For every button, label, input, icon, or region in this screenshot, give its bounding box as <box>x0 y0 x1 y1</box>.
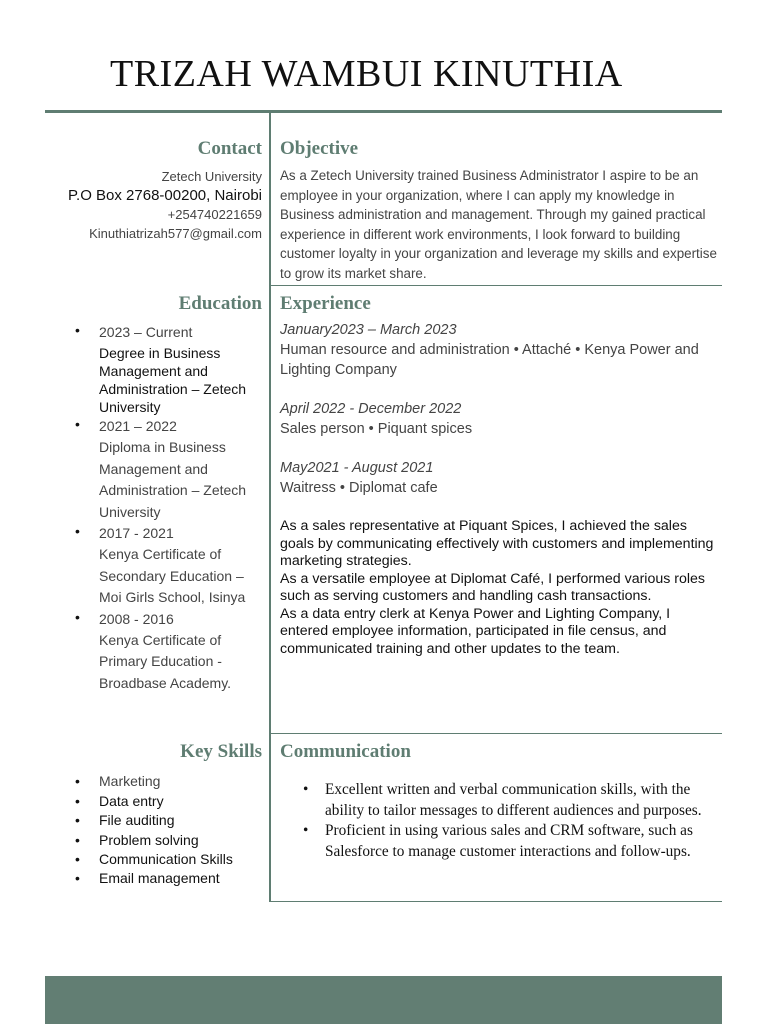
job-role: Waitress • Diplomat cafe <box>280 480 438 496</box>
objective-heading: Objective <box>280 138 359 159</box>
education-degree: Degree in Business Management and Administration – Zetech University <box>99 345 247 415</box>
contact-address: P.O Box 2768-00200, Nairobi <box>67 187 262 204</box>
communication-item: • Excellent written and verbal communication skills, with the ability to tailor messages to different audiences and purposes. <box>300 780 718 821</box>
education-years: • 2017 - 2021 <box>99 525 174 541</box>
education-years: • 2008 - 2016 <box>99 610 174 627</box>
education-item <box>75 609 265 695</box>
communication-item: • Proficient in using various sales and CRM software, such as Salesforce to manage customer interactions and follow-ups. <box>300 821 718 862</box>
objective-text: As a Zetech University trained Business Administrator I aspire to be an employee in your organization, where I can apply my knowledge in Business administration and management. Through my gained practical experience in different work environments, I look forward to building customer loyalty in your organization and leverage my skills and expertise to grow its market share. <box>280 168 717 281</box>
experience-summary: As a sales representative at Piquant Spices, I achieved the sales goals by communicating effectively with customers and implementing marketing strategies. As a versatile employee at Diplomat Café, I performed various roles such as serving customers and handling cash transactions. As a data entry clerk at Kenya Power and Lighting Company, I entered employee information, participated in file census, and communicated training and other updates to the team. <box>280 518 714 657</box>
skill-item: • File auditing <box>75 811 265 830</box>
skill-item: • Email management <box>75 869 265 888</box>
education-years: • 2023 – Current <box>99 324 193 340</box>
job-dates: May2021 - August 2021 <box>280 460 434 476</box>
skills-heading: Key Skills <box>180 741 262 762</box>
skill-item: • Problem solving <box>75 831 265 850</box>
experience-heading: Experience <box>280 293 371 314</box>
job-entry <box>280 459 720 498</box>
education-item <box>75 416 265 523</box>
objective-divider <box>271 285 722 286</box>
column-divider <box>269 112 271 902</box>
education-degree: Diploma in Business Management and Administration – Zetech University <box>99 439 247 520</box>
footer-bar <box>45 976 722 1024</box>
contact-block <box>68 167 262 243</box>
communication-divider <box>271 901 722 902</box>
job-role: Human resource and administration • Attaché • Kenya Power and Lighting Company <box>280 342 699 378</box>
title-divider <box>45 110 722 113</box>
education-degree: Kenya Certificate of Secondary Education – Moi Girls School, Isinya <box>99 546 246 605</box>
education-item <box>75 523 265 609</box>
contact-email: Kinuthiatrizah577@gmail.com <box>89 226 262 241</box>
education-years: • 2021 – 2022 <box>99 418 177 434</box>
experience-block <box>280 321 720 658</box>
job-entry <box>280 400 720 439</box>
contact-heading: Contact <box>197 138 262 159</box>
job-role: Sales person • Piquant spices <box>280 421 473 437</box>
job-dates: January2023 – March 2023 <box>280 322 457 338</box>
education-item <box>75 322 265 416</box>
education-degree: Kenya Certificate of Primary Education - Broadbase Academy. <box>99 631 232 691</box>
job-entry <box>280 321 720 380</box>
skills-list <box>75 771 265 888</box>
skill-item: • Marketing <box>75 771 265 792</box>
skill-item: • Communication Skills <box>75 850 265 869</box>
contact-university: Zetech University <box>161 169 262 184</box>
education-heading: Education <box>178 293 262 314</box>
skill-item: • Data entry <box>75 792 265 811</box>
candidate-name: TRIZAH WAMBUI KINUTHIA <box>110 53 623 95</box>
contact-phone: +254740221659 <box>167 207 262 222</box>
job-dates: April 2022 - December 2022 <box>280 401 462 417</box>
communication-list <box>300 780 718 862</box>
education-list <box>75 322 265 694</box>
communication-heading: Communication <box>280 741 411 762</box>
experience-divider <box>271 733 722 734</box>
